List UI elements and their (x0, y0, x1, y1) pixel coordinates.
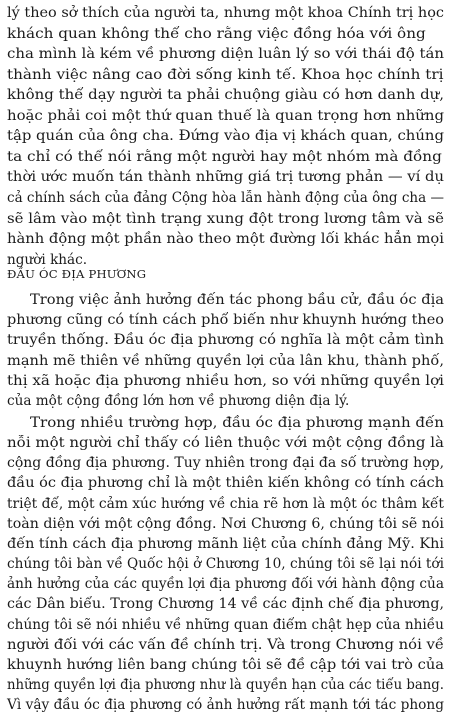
text-line: thời ước muốn tán thành những giá trị tương phản — ví dụ (7, 169, 445, 186)
text-line: khách quan không thể cho rằng việc đồng hóa với ông (7, 25, 426, 42)
text-line: những quyền lợi địa phương như là quyền hạn của các tiểu bang. (7, 677, 445, 693)
text-line: toàn diện với một cộng đồng. Nơi Chương 6, chúng tôi sẽ nói (7, 515, 444, 532)
text-line: người đối với các vấn đề chính trị. Và trong Chương nói về (7, 636, 445, 653)
text-line: Vì vậy đầu óc địa phương có ảnh hưởng rất mạnh tới tác phong (7, 697, 444, 714)
text-line: thị xã hoặc địa phương nhiều hơn, so với những quyền lợi (7, 372, 444, 389)
text-line: không thể dạy người ta phải chuộng giàu có hơn danh dự, (7, 87, 445, 104)
text-line: hoặc phải coi một thứ quan thuế là quan trọng hơn những (7, 107, 445, 124)
text-line: cộng đồng địa phương. Tuy nhiên trong đại đa số trường hợp, (7, 455, 445, 472)
text-line: Trong việc ảnh hưởng đến tác phong bầu cử, đầu óc địa (30, 292, 445, 308)
text-line: phương cũng có tính cách phổ biến như khuynh hướng theo (7, 312, 445, 329)
text-line: ta chỉ có thể nói rằng một người hay một nhóm mà đồng (7, 148, 442, 165)
text-line: các Dân biểu. Trong Chương 14 về các định chế địa phương, (7, 596, 444, 613)
text-line: người khác. (7, 251, 88, 268)
section-heading: ĐẦU ÓC ĐỊA PHƯƠNG (7, 267, 147, 281)
text-line: truyền thống. Đầu óc địa phương có nghĩa là một cảm tình (7, 332, 444, 349)
text-line: đến tính cách địa phương mãnh liệt của chính đảng Mỹ. Khi (7, 535, 445, 552)
text-line: thành việc nâng cao đời sống kinh tế. Khoa học chính trị (7, 66, 444, 83)
text-line: triệt để, một cảm xúc hướng về chia rẽ hơn là một óc thâm kết (7, 495, 444, 512)
text-line: cả chính sách của đảng Cộng hòa lẫn hành động của ông cha — (7, 190, 444, 206)
text-line: chúng tôi sẽ nói nhiều về những quan điểm chật hẹp của nhiều (7, 616, 444, 633)
text-line: ảnh hưởng của các quyền lợi địa phương đối với hành động của (7, 576, 444, 593)
text-line: sẽ lâm vào một tình trạng xung đột trong lương tâm và sẽ (7, 210, 444, 227)
text-line: tập quán của ông cha. Đứng vào địa vị khách quan, chúng (7, 128, 445, 145)
text-line: của một cộng đồng lớn hơn về phương diện địa lý. (7, 393, 350, 409)
text-line: lý theo sở thích của người ta, nhưng một khoa Chính trị học (7, 5, 445, 21)
text-line: mạnh mẽ thiên về những quyền lợi của lân khu, thành phố, (7, 352, 444, 369)
text-line: chúng tôi bàn về Quốc hội ở Chương 10, chúng tôi sẽ lại nói tới (7, 556, 445, 572)
text-line: đầu óc địa phương chỉ là một thiên kiến không có tính cách (7, 475, 445, 492)
text-line: nỗi một người chỉ thấy có liên thuộc với một cộng đồng là (7, 435, 444, 452)
text-line: cha mình là kém về phương diện luân lý so với thái độ tán (7, 46, 444, 63)
text-line: Trong nhiều trường hợp, đầu óc địa phương mạnh đến (30, 415, 444, 431)
text-line: khuynh hướng liên bang chúng tôi sẽ đề cập tới vai trò của (7, 656, 445, 673)
text-line: hành động một phần nào theo một đường lối khác hẳn mọi (7, 231, 445, 248)
